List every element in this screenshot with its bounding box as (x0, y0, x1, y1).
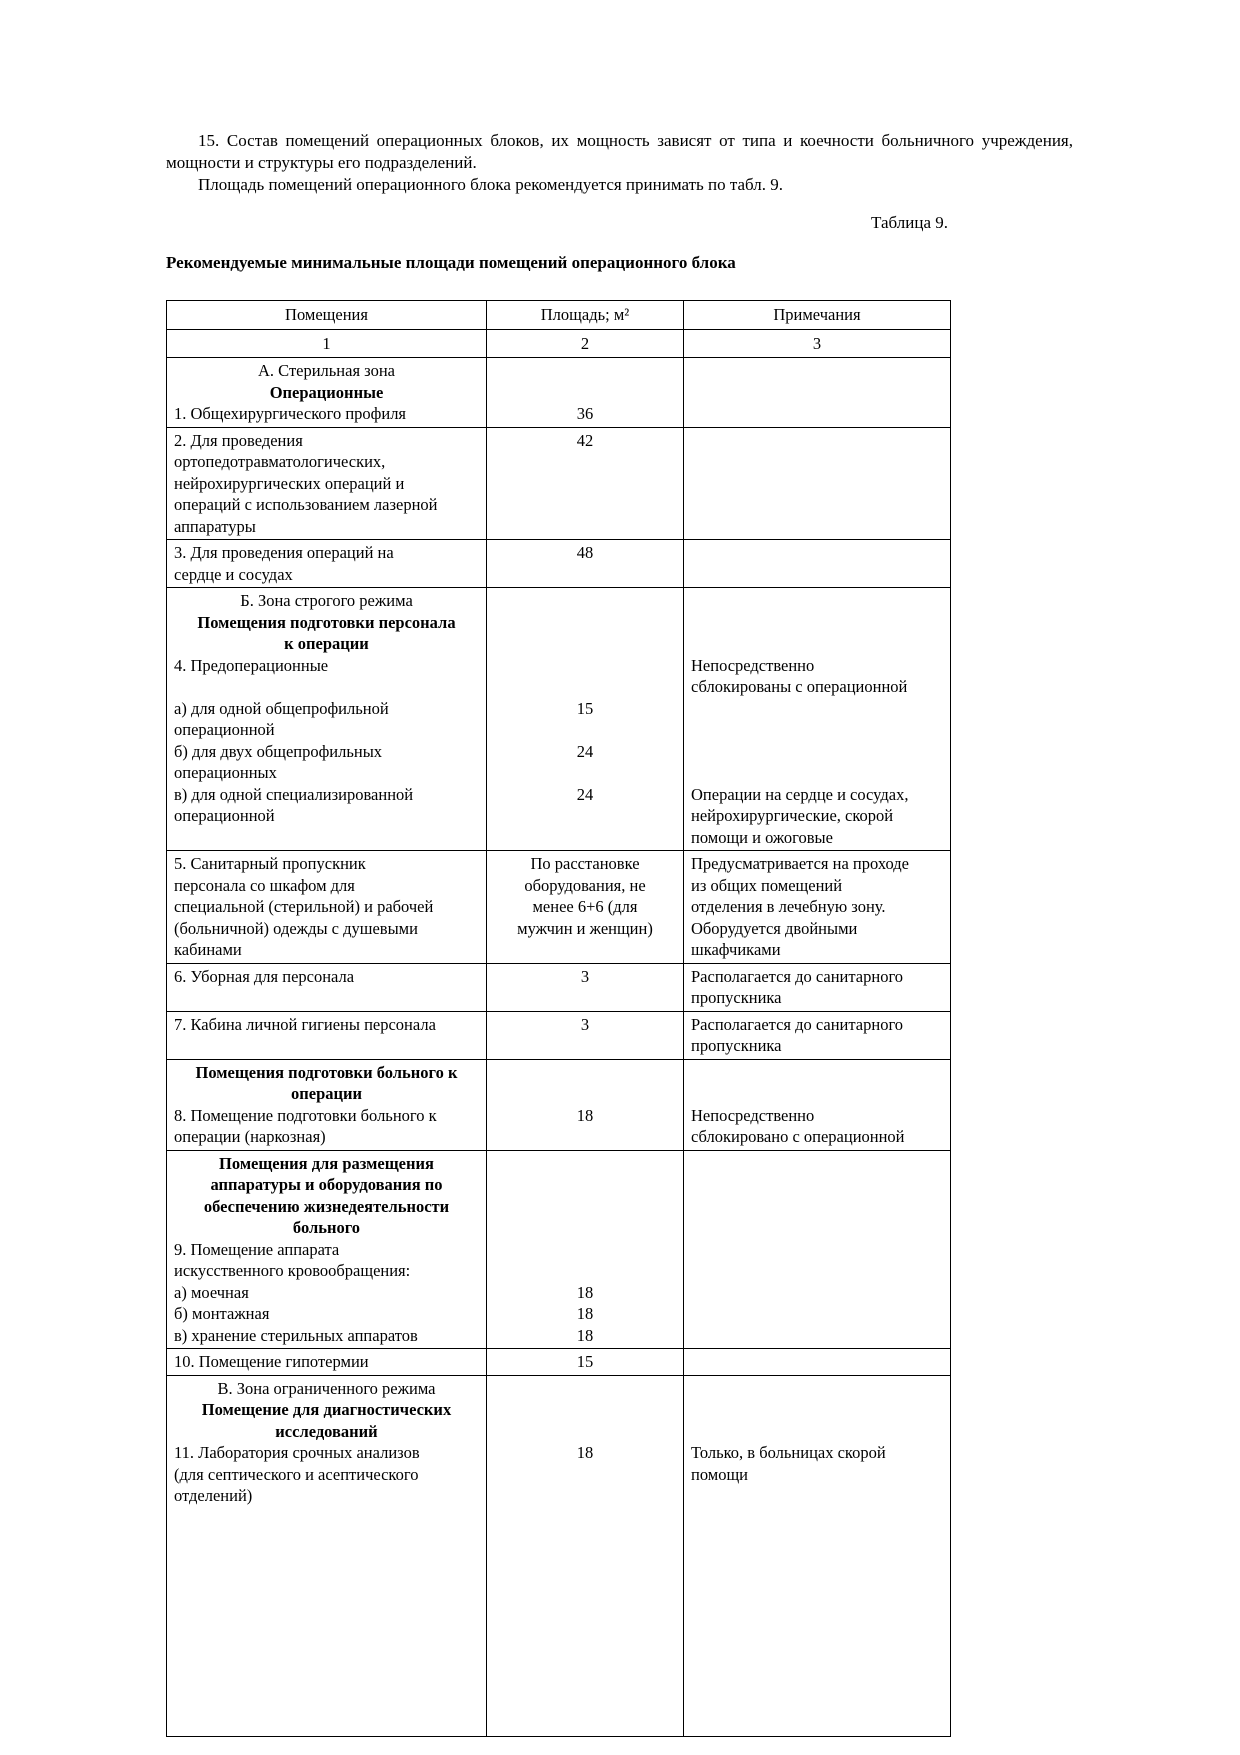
table-cell-line (691, 741, 943, 763)
table-body (167, 358, 951, 1737)
table-cell (167, 1011, 487, 1059)
table-cell-line: Только, в больницах скорой (691, 1443, 886, 1462)
table-cell (684, 963, 951, 1011)
table-cell-line (494, 1239, 676, 1261)
table-cell (684, 1349, 951, 1376)
table-cell (684, 1150, 951, 1349)
table-cell-line: 36 (576, 404, 594, 423)
table-cell-line: пропускника (691, 988, 782, 1007)
table-cell-line (494, 1174, 676, 1196)
table-cell-line: Непосредственно (691, 1105, 815, 1125)
table-cell-line (691, 698, 943, 720)
column-header (487, 329, 684, 358)
table-cell-line: операционной (174, 806, 275, 825)
table-row (167, 1349, 951, 1376)
table-cell-line (691, 1378, 943, 1400)
table-row (167, 963, 951, 1011)
intro-section (166, 130, 1073, 196)
table-cell-line (691, 1399, 943, 1421)
table-cell-line: в) хранение стерильных аппаратов (174, 1325, 418, 1345)
table-cell-line: персонала со шкафом для (174, 875, 355, 895)
table-cell-line: 18 (576, 1105, 594, 1125)
table-wrap (166, 300, 950, 1737)
table-cell-line: Б. Зона строгого режима (240, 591, 413, 610)
table-header (167, 301, 951, 358)
table-cell (167, 427, 487, 540)
table-cell-line (174, 676, 479, 698)
table-row (167, 1059, 951, 1150)
table-cell-line (494, 633, 676, 655)
table-cell-line: менее 6+6 (для (532, 897, 638, 916)
table-cell-line (494, 762, 676, 784)
table-cell-line: Операционные (269, 382, 384, 402)
table-cell-line (494, 719, 676, 741)
table-row (167, 1375, 951, 1737)
table-cell-line (494, 1153, 676, 1175)
table-row (167, 358, 951, 428)
table-cell-line (691, 719, 943, 741)
table-cell-line: а) для одной общепрофильной (174, 698, 389, 718)
table-cell-line (494, 1378, 676, 1400)
table-cell-line: аппаратуры и оборудования по (210, 1175, 443, 1194)
table-cell (487, 1375, 684, 1737)
table-cell (684, 358, 951, 428)
table-cell-line: операций с использованием лазерной (174, 495, 438, 514)
table-cell (167, 588, 487, 851)
table-cell-line: сблокированы с операционной (691, 677, 908, 696)
table-cell-line: Помещения (285, 305, 368, 324)
table-cell-line (494, 655, 676, 677)
column-header (684, 329, 951, 358)
table-row (167, 1011, 951, 1059)
table-cell-line: 3 (580, 1014, 590, 1034)
table-cell-line: сердце и сосудах (174, 564, 293, 584)
table-cell-line (494, 676, 676, 698)
table-cell-line (691, 612, 943, 634)
table-cell-line: Располагается до санитарного (691, 966, 904, 986)
table-cell (684, 427, 951, 540)
table-cell (487, 1059, 684, 1150)
table-cell-line: к операции (284, 634, 369, 653)
table-cell-line: 2 (580, 333, 590, 353)
table-cell (167, 1375, 487, 1737)
table-header-row (167, 301, 951, 330)
table-cell (684, 540, 951, 588)
table-cell-line: Площадь; м² (540, 305, 630, 324)
table-cell-line: 42 (576, 430, 594, 450)
table-cell (684, 1059, 951, 1150)
table-cell (167, 540, 487, 588)
main-table (166, 300, 951, 1737)
column-header (487, 301, 684, 330)
table-cell-line (691, 1062, 943, 1084)
table-cell-line: Помещения подготовки персонала (197, 612, 456, 632)
table-cell (684, 1011, 951, 1059)
table-cell-line: операции (290, 1084, 363, 1103)
table-cell-line: б) монтажная (174, 1304, 270, 1323)
table-row (167, 851, 951, 964)
table-cell-line: оборудования, не (524, 875, 646, 895)
table-cell-line: сблокировано с операционной (691, 1127, 905, 1146)
table-cell-line: Непосредственно (691, 655, 815, 675)
table-cell-line: 18 (576, 1443, 594, 1462)
table-cell-line: операционной (174, 720, 275, 739)
table-cell-line: 1 (322, 333, 331, 353)
table-cell-line: 7. Кабина личной гигиены персонала (174, 1014, 436, 1034)
table-cell-line: Помещение для диагностических (201, 1400, 452, 1419)
table-cell-line (494, 360, 676, 382)
table-cell-line: пропускника (691, 1036, 782, 1055)
table-cell-line: Помещения подготовки больного к (195, 1062, 458, 1082)
table-cell-line: 1. Общехирургического профиля (174, 404, 407, 423)
table-cell-line: 24 (576, 784, 594, 804)
table-cell-line (494, 1196, 676, 1218)
table-numbering-row (167, 329, 951, 358)
table-cell (487, 1150, 684, 1349)
table-cell-line: По расстановке (530, 854, 640, 873)
table-cell-line: 15 (576, 1352, 594, 1371)
table-cell-line (691, 1421, 943, 1443)
table-cell-line: 3 (580, 966, 590, 986)
table-cell-line: Помещения для размещения (219, 1153, 434, 1173)
table-cell-line: 11. Лаборатория срочных анализов (174, 1443, 420, 1462)
table-cell-line (494, 1421, 676, 1443)
table-cell (684, 588, 951, 851)
table-cell (167, 851, 487, 964)
table-cell-line (691, 1083, 943, 1105)
table-cell (167, 1059, 487, 1150)
table-cell-line: (больничной) одежды с душевыми (174, 918, 418, 938)
table-row (167, 427, 951, 540)
table-cell-line: нейрохирургические, скорой (691, 806, 894, 825)
table-cell (487, 1349, 684, 1376)
table-number-caption: Таблица 9. (871, 213, 948, 232)
table-cell-line: 15 (576, 698, 594, 718)
table-cell-line: 8. Помещение подготовки больного к (174, 1105, 437, 1125)
table-cell-line (494, 590, 676, 612)
table-cell-line: Оборудуется двойными (691, 918, 858, 938)
table-cell-line: операционных (174, 763, 277, 782)
table-cell-line: нейрохирургических операций и (174, 473, 405, 493)
column-header (167, 301, 487, 330)
table-cell-line: из общих помещений (691, 875, 843, 895)
table-cell-line: а) моечная (174, 1282, 249, 1302)
table-cell-line: исследований (275, 1421, 378, 1441)
table-cell (487, 358, 684, 428)
table-cell (487, 1011, 684, 1059)
table-cell-line: аппаратуры (174, 516, 256, 536)
table-cell-line: кабинами (174, 940, 242, 959)
table-cell (167, 1349, 487, 1376)
table-cell-line (494, 1217, 676, 1239)
table-cell-line: А. Стерильная зона (257, 361, 396, 380)
column-header (684, 301, 951, 330)
table-cell-line: Предусматривается на проходе (691, 854, 909, 873)
table-cell-line: 3 (812, 333, 822, 353)
table-cell-line: ортопедотравматологических, (174, 452, 386, 471)
intro-paragraph-2: Площадь помещений операционного блока рекомендуется принимать по табл. 9. (198, 175, 783, 194)
table-cell-line: 18 (576, 1325, 594, 1345)
table-cell-line: 48 (576, 543, 594, 562)
table-cell-line: 3. Для проведения операций на (174, 543, 394, 562)
table-cell-line: обеспечению жизнедеятельности (203, 1196, 450, 1216)
table-row (167, 540, 951, 588)
table-cell-line: 18 (576, 1282, 594, 1302)
table-cell-line: в) для одной специализированной (174, 784, 414, 804)
table-cell (487, 427, 684, 540)
table-cell-line (494, 1083, 676, 1105)
table-cell-line (691, 762, 943, 784)
table-cell (487, 851, 684, 964)
column-header (167, 329, 487, 358)
table-cell-line (494, 1062, 676, 1084)
table-cell-line: искусственного кровообращения: (174, 1261, 411, 1280)
table-cell (167, 358, 487, 428)
table-cell-line: 5. Санитарный пропускник (174, 854, 366, 873)
table-cell-line: шкафчиками (691, 940, 781, 959)
table-row (167, 588, 951, 851)
table-cell-line (494, 1260, 676, 1282)
table-cell-line: 2. Для проведения (174, 430, 303, 450)
table-cell-line: Операции на сердце и сосудах, (691, 784, 909, 804)
table-row (167, 1150, 951, 1349)
table-cell-line: помощи и ожоговые (691, 827, 833, 847)
table-cell-line: специальной (стерильной) и рабочей (174, 897, 434, 916)
table-cell (684, 851, 951, 964)
table-cell-line: больного (292, 1218, 361, 1237)
table-cell-line (494, 612, 676, 634)
table-cell-line: В. Зона ограниченного режима (217, 1378, 436, 1398)
table-cell (487, 588, 684, 851)
table-cell (487, 963, 684, 1011)
table-cell (167, 963, 487, 1011)
table-cell-line: 4. Предоперационные (174, 655, 329, 675)
table-cell-line (494, 1399, 676, 1421)
table-cell-line: Располагается до санитарного (691, 1014, 904, 1034)
table-cell-line (691, 590, 943, 612)
table-cell-line: отделения в лечебную зону. (691, 897, 886, 916)
table-cell-line (691, 633, 943, 655)
table-cell-line: (для септического и асептического (174, 1464, 419, 1484)
table-cell-line: 18 (576, 1304, 594, 1323)
table-cell-line: 24 (576, 741, 594, 761)
table-cell-line: 9. Помещение аппарата (174, 1239, 340, 1259)
table-cell-line: операции (наркозная) (174, 1127, 326, 1146)
table-cell-line: Примечания (773, 305, 861, 324)
table-cell-line: 6. Уборная для персонала (174, 966, 355, 986)
table-cell-line: отделений) (174, 1486, 253, 1505)
table-cell-line: помощи (691, 1464, 748, 1484)
table-cell (487, 540, 684, 588)
table-cell-line (494, 382, 676, 404)
table-cell-line: 10. Помещение гипотермии (174, 1352, 369, 1371)
table-cell-line: б) для двух общепрофильных (174, 741, 383, 761)
table-cell (684, 1375, 951, 1737)
intro-paragraph-1: 15. Состав помещений операционных блоков, их мощность зависят от типа и коечности больничного учреждения, мощности и структуры его подразделений. (166, 131, 1073, 172)
table-cell (167, 1150, 487, 1349)
table-title: Рекомендуемые минимальные площади помещений операционного блока (166, 253, 736, 272)
table-cell-line: мужчин и женщин) (517, 918, 653, 938)
